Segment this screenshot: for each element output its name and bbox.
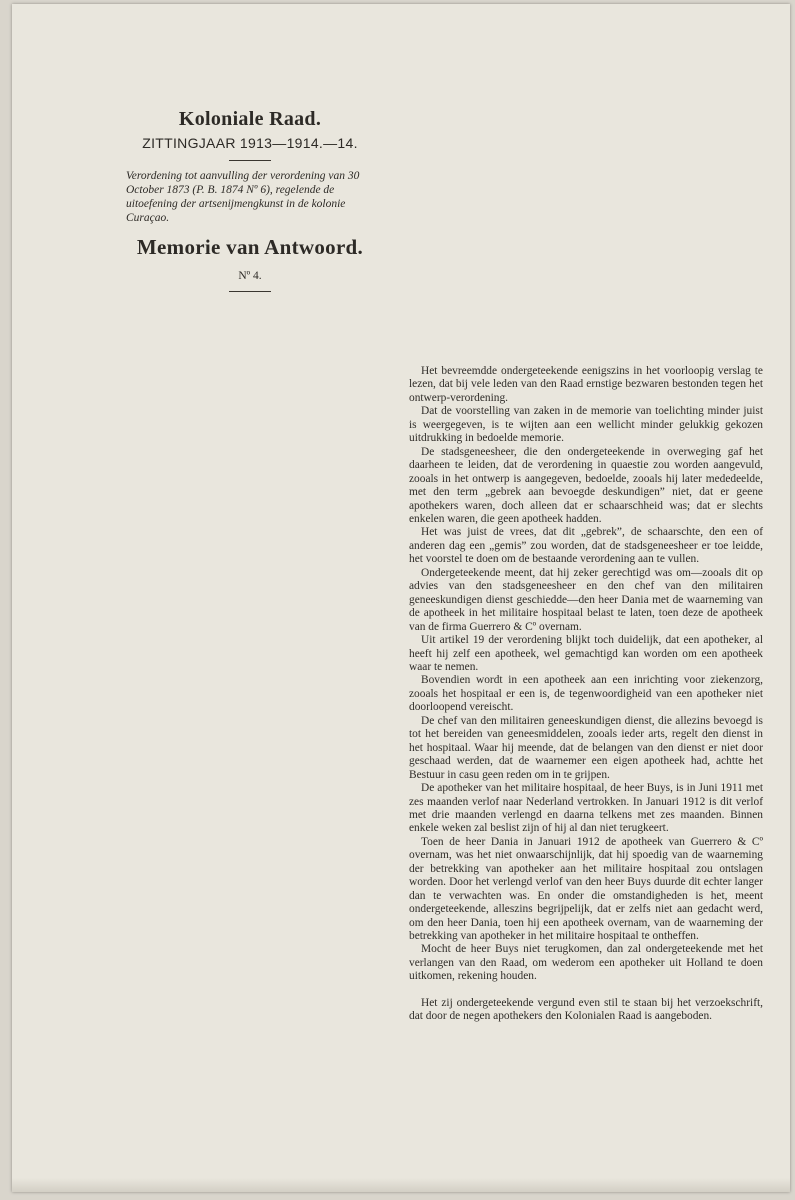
document-page	[12, 4, 790, 1192]
paragraph: Mocht de heer Buys niet terugkomen, dan zal ondergeteekende met het verlangen van den Raad, om wederom een apotheker uit Holland te doen uitkomen, rekening houden.	[409, 943, 763, 983]
paragraph: Uit artikel 19 der verordening blijkt toch duidelijk, dat een apotheker, al heeft hij zelf een apotheek, wel gemachtigd kan worden om een apotheek waar te nemen.	[409, 634, 763, 673]
divider	[229, 291, 271, 292]
paragraph: Bovendien wordt in een apotheek aan een inrichting voor ziekenzorg, zooals het hospitaal er een is, de tegenwoordigheid van een apotheker niet doorloopend vereischt.	[409, 674, 763, 714]
paragraph: De chef van den militairen geneeskundigen dienst, die allezins bevoegd is tot het bereiden van geneesmiddelen, zooals ieder arts, regelt den dienst in het hospitaal. Waar hij meende, dat de belangen van den dienst er niet door geschaad werden, dat de waarnemer een eigen apotheek had, achtte het Bestuur in casu geen reden om in te grijpen.	[409, 714, 763, 781]
paragraph: De stadsgeneesheer, die den ondergeteekende in overweging gaf het daarheen te leiden, dat de verordening in quaestie zou worden aangevuld, zooals in het ontwerp is aangegeven, bedoelde, zooals hij later mededeelde, met den term „gebrek aan bevoegde deskundigen” niet, dat er geene apothekers waren, doch alleen dat er schaarschheid was; dat er slechts enkelen waren, die geen apotheek hadden.	[409, 445, 763, 525]
paragraph: Het bevreemdde ondergeteekende eenigszins in het voorloopig verslag te lezen, dat bij vele leden van den Raad ernstige bezwaren bestonden tegen het ontwerp-verordening.	[409, 365, 763, 404]
paragraph: Het zij ondergeteekende vergund even stil te staan bij het verzoekschrift, dat door de negen apothekers den Kolonialen Raad is aangeboden.	[409, 996, 763, 1023]
body-text	[409, 365, 763, 1024]
document-number: Nº 4.	[238, 270, 262, 282]
subject-line: Verordening tot aanvulling der verordening van 30 October 1873 (P. B. 1874 Nº 6), regelende de uitoefening der artsenijmengkunst in de kolonie Curaçao.	[126, 170, 360, 224]
document-title: Memorie van Antwoord.	[136, 235, 364, 259]
paragraph: Dat de voorstelling van zaken in de memorie van toelichting minder juist is weergegeven, is te wijten aan een wellicht minder gelukkig gekozen uitdrukking in bedoelde memorie.	[409, 405, 763, 445]
session-year: ZITTINGJAAR 1913—1914.—14.	[142, 135, 358, 151]
divider	[229, 160, 271, 161]
paragraph: De apotheker van het militaire hospitaal, de heer Buys, is in Juni 1911 met zes maanden verlof naar Nederland vertrokken. In Januari 1912 is dit verlof met drie maanden verlengd en daarna telkens met zes maanden. Binnen enkele weken zal beslist zijn of hij al dan niet terugkeert.	[409, 782, 763, 835]
paragraph: Ondergeteekende meent, dat hij zeker gerechtigd was om—zooals dit op advies van den stadsgeneesheer en den chef van den militairen geneeskundigen dienst geschiedde—den heer Dania met de waarneming van de apotheek in het militaire hospitaal belast te laten, toen deze de apotheek van de firma Guerrero & Cº overnam.	[409, 566, 763, 633]
document-header	[120, 108, 380, 300]
council-title: Koloniale Raad.	[178, 108, 322, 130]
paragraph: Toen de heer Dania in Januari 1912 de apotheek van Guerrero & Cº overnam, was het niet onwaarschijnlijk, dat hij spoedig van de waarneming der betrekking van apotheker aan het militaire hospitaal zou ontslagen worden. Door het verlengd verlof van den heer Buys duurde dit echter langer dan te verwachten was. En onder die omstandigheden is het, meent ondergeteekende, alleszins begrijpelijk, dat er zelfs niet aan gedacht werd, om den heer Dania, toen hij een apotheek overnam, van de waarneming der betrekking van apotheker in het militaire hospitaal te ontheffen.	[409, 835, 763, 943]
paragraph: Het was juist de vrees, dat dit „gebrek”, de schaarschte, den een of anderen dag een „gemis” zou worden, dat de stadsgeneesheer er toe leidde, het voorstel te doen om de bestaande verordening aan te vullen.	[409, 526, 763, 566]
